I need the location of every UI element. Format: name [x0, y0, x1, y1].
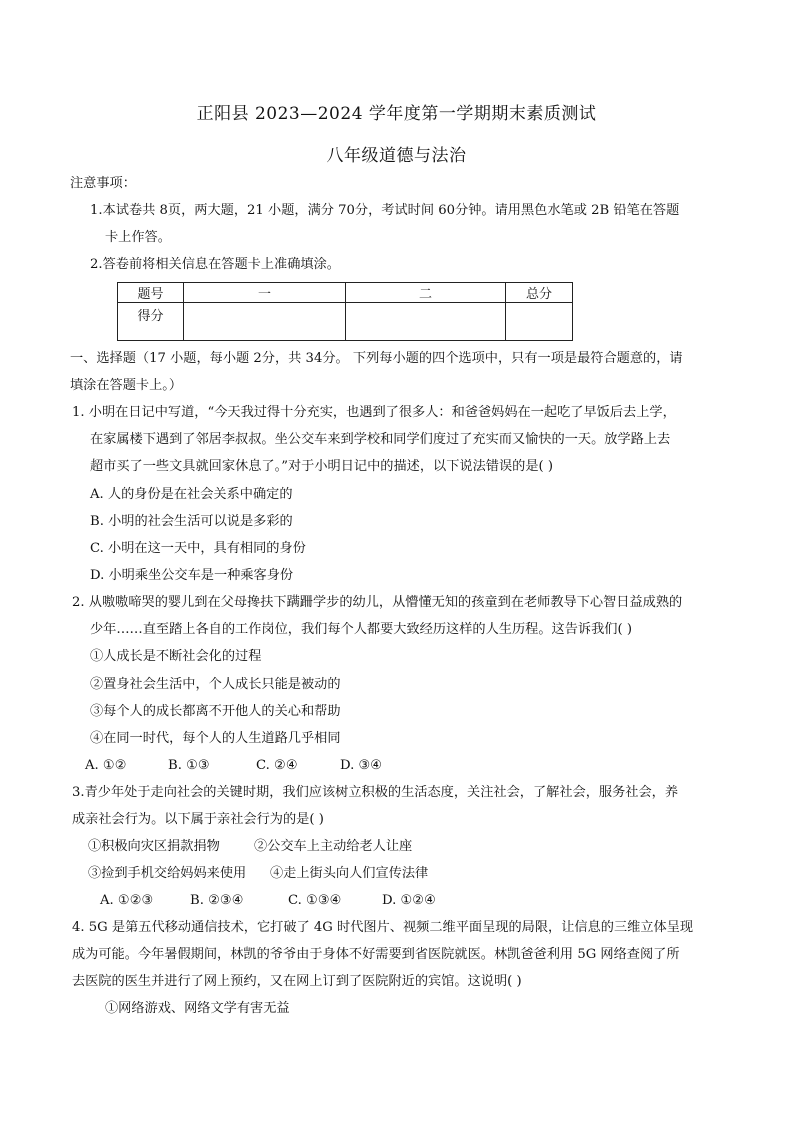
exam-title: 正阳县 2023—2024 学年度第一学期期末素质测试 [196, 104, 597, 124]
q3-stem: 成亲社会行为。以下属于亲社会行为的是( ) [72, 812, 324, 827]
q3-statement-2: ②公交车上主动给老人让座 [254, 839, 413, 854]
notice-item-2: 2.答卷前将相关信息在答题卡上准确填涂。 [90, 257, 340, 272]
q3-statement-1: ①积极向灾区捐款捐物 [88, 839, 220, 854]
q1-option-a[interactable]: A. 人的身份是在社会关系中确定的 [90, 487, 293, 502]
q4-statement-1: ①网络游戏、网络文学有害无益 [105, 1001, 290, 1016]
section1-heading-cont: 填涂在答题卡上。） [70, 378, 183, 393]
notice-item-1-cont: 卡上作答。 [105, 230, 171, 245]
q2-choice-c[interactable]: C. ②④ [256, 758, 298, 773]
q2-choice-d[interactable]: D. ③④ [340, 758, 383, 773]
score-header-part1: 一 [184, 283, 346, 303]
score-header-label: 题号 [118, 283, 184, 303]
score-cell-part2[interactable] [346, 303, 506, 341]
q1-option-b[interactable]: B. 小明的社会生活可以说是多彩的 [90, 514, 293, 529]
score-header-part2: 二 [346, 283, 506, 303]
q4-stem: 成为可能。今年暑假期间，林凯的爷爷由于身体不好需要到省医院就医。林凯爸爸利用 5G 网络查阅了所 [72, 947, 680, 962]
q3-stem: 3.青少年处于走向社会的关键时期，我们应该树立积极的生活态度，关注社会，了解社会，服务社会，养 [72, 785, 679, 800]
q2-statement-1: ①人成长是不断社会化的过程 [90, 649, 262, 664]
notice-item-1: 1.本试卷共 8页，两大题，21 小题，满分 70分，考试时间 60分钟。请用黑色水笔或 2B 铅笔在答题 [90, 203, 680, 218]
q2-stem: 2. 从嗷嗷啼哭的婴儿到在父母搀扶下蹒跚学步的幼儿，从懵懂无知的孩童到在老师教导下心智日益成熟的 [72, 595, 683, 610]
q2-statement-2: ②置身社会生活中，个人成长只能是被动的 [90, 677, 341, 692]
q1-stem: 超市买了一些文具就回家休息了。”对于小明日记中的描述，以下说法错误的是( ) [90, 459, 553, 474]
q1-option-c[interactable]: C. 小明在这一天中，具有相同的身份 [90, 541, 306, 556]
score-cell-total[interactable] [506, 303, 573, 341]
q1-stem: 1. 小明在日记中写道，“今天我过得十分充实，也遇到了很多人：和爸爸妈妈在一起吃了早饭后去上学， [72, 405, 676, 420]
q1-stem: 在家属楼下遇到了邻居李叔叔。坐公交车来到学校和同学们度过了充实而又愉快的一天。放学路上去 [90, 432, 671, 447]
q3-choice-d[interactable]: D. ①②④ [382, 893, 436, 908]
q3-statement-3: ③捡到手机交给妈妈来使用 [88, 866, 247, 881]
q2-stem: 少年……直至踏上各自的工作岗位，我们每个人都要大致经历这样的人生历程。这告诉我们( ) [90, 622, 632, 637]
q3-choice-a[interactable]: A. ①②③ [100, 893, 154, 908]
score-row-label: 得分 [118, 303, 184, 341]
exam-subject: 八年级道德与法治 [326, 146, 467, 166]
score-cell-part1[interactable] [184, 303, 346, 341]
section1-heading: 一、选择题（17 小题，每小题 2分，共 34分。 下列每小题的四个选项中，只有一项是最符合题意的，请 [70, 351, 683, 366]
q2-choice-a[interactable]: A. ①② [85, 758, 127, 773]
q2-statement-3: ③每个人的成长都离不开他人的关心和帮助 [90, 704, 341, 719]
q4-stem: 4. 5G 是第五代移动通信技术，它打破了 4G 时代图片、视频二维平面呈现的局限，让信息的三维立体呈现 [72, 920, 694, 935]
q3-statement-4: ④走上街头向人们宣传法律 [270, 866, 429, 881]
q3-choice-c[interactable]: C. ①③④ [288, 893, 342, 908]
q2-choice-b[interactable]: B. ①③ [168, 758, 210, 773]
notice-heading: 注意事项： [70, 176, 136, 191]
q3-choice-b[interactable]: B. ②③④ [190, 893, 244, 908]
q2-statement-4: ④在同一时代，每个人的人生道路几乎相同 [90, 731, 341, 746]
score-table [117, 282, 573, 341]
q1-option-d[interactable]: D. 小明乘坐公交车是一种乘客身份 [90, 568, 294, 583]
score-header-total: 总分 [506, 283, 573, 303]
q4-stem: 去医院的医生并进行了网上预约，又在网上订到了医院附近的宾馆。这说明( ) [72, 974, 522, 989]
